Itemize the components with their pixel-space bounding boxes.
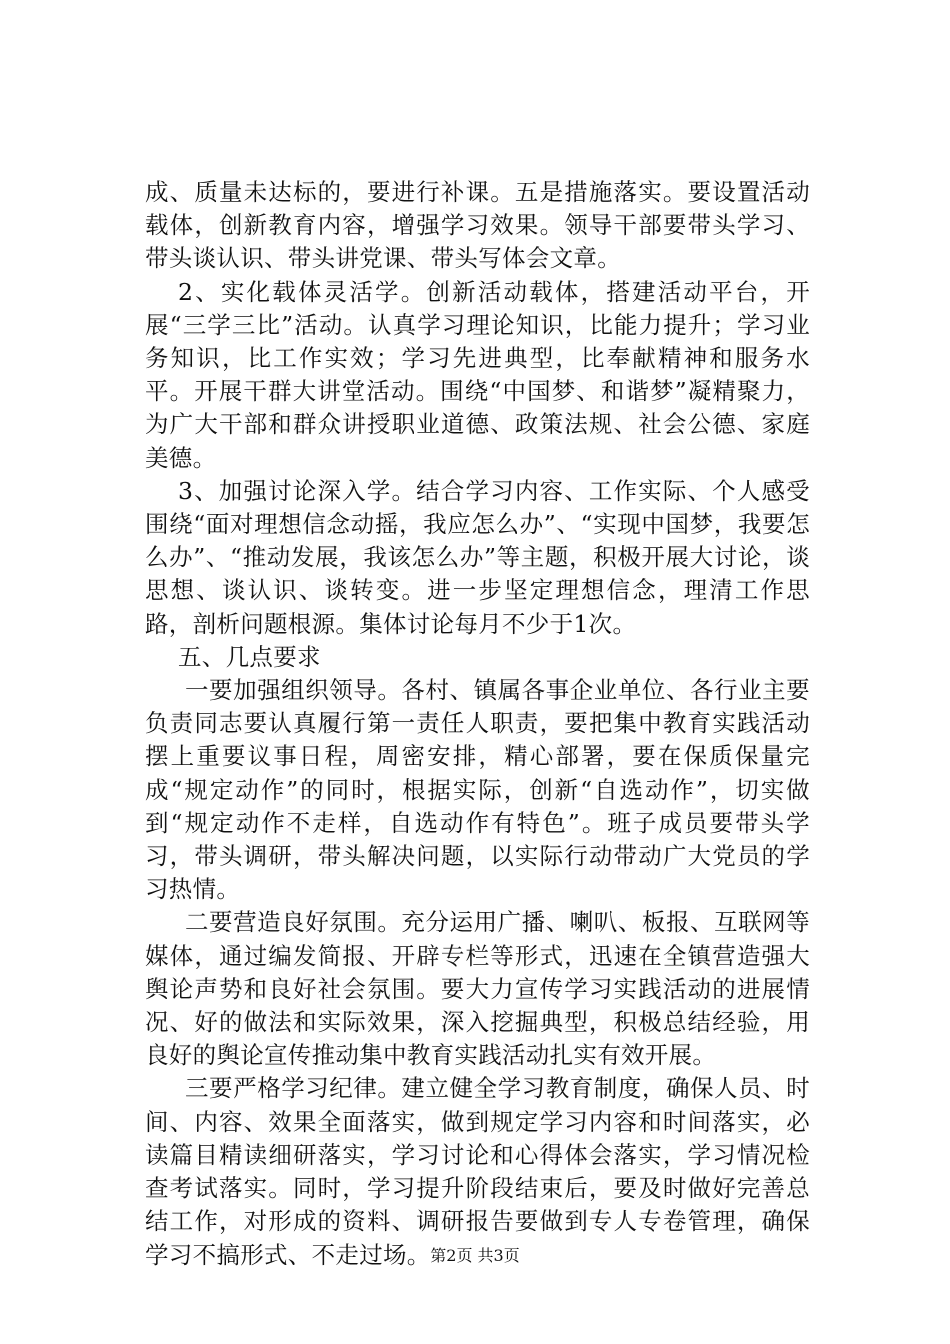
document-body — [145, 176, 810, 1272]
paragraph-requirement-2: 二要营造良好氛围。充分运用广播、喇叭、板报、互联网等媒体，通过编发简报、开辟专栏等形式，迅速在全镇营造强大舆论声势和良好社会氛围。要大力宣传学习实践活动的进展情况、好的做法和实际效果，深入挖掘典型，积极总结经验，用良好的舆论宣传推动集中教育实践活动扎实有效开展。 — [145, 908, 810, 1070]
paragraph-requirement-3: 三要严格学习纪律。建立健全学习教育制度，确保人员、时间、内容、效果全面落实，做到规定学习内容和时间落实，必读篇目精读细研落实，学习讨论和心得体会落实，学习情况检查考试落实。同时，学习提升阶段结束后，要及时做好完善总结工作，对形成的资料、调研报告要做到专人专卷管理，确保学习不搞形式、不走过场。 — [145, 1074, 810, 1269]
paragraph-item-2: 2、实化载体灵活学。创新活动载体，搭建活动平台，开展“三学三比”活动。认真学习理论知识，比能力提升；学习业务知识，比工作实效；学习先进典型，比奉献精神和服务水平。开展干群大讲堂活动。围绕“中国梦、和谐梦”凝精聚力，为广大干部和群众讲授职业道德、政策法规、社会公德、家庭美德。 — [145, 277, 810, 472]
page-footer: 第2页 共3页 — [430, 1246, 520, 1265]
paragraph-item-3: 3、加强讨论深入学。结合学习内容、工作实际、个人感受围绕“面对理想信念动摇，我应怎么办”、“实现中国梦，我要怎么办”、“推动发展，我该怎么办”等主题，积极开展大讨论，谈思想、谈认识、谈转变。进一步坚定理想信念，理清工作思路，剖析问题根源。集体讨论每月不少于1次。 — [145, 476, 810, 638]
paragraph-requirement-1: 一要加强组织领导。各村、镇属各事企业单位、各行业主要负责同志要认真履行第一责任人职责，要把集中教育实践活动摆上重要议事日程，周密安排，精心部署，要在保质保量完成“规定动作”的同时，根据实际，创新“自选动作”，切实做到“规定动作不走样，自选动作有特色”。班子成员要带头学习，带头调研，带头解决问题，以实际行动带动广大党员的学习热情。 — [145, 676, 810, 904]
section-heading-requirements: 五、几点要求 — [178, 642, 321, 671]
paragraph-continuation: 成、质量未达标的，要进行补课。五是措施落实。要设置活动载体，创新教育内容，增强学习效果。领导干部要带头学习、带头谈认识、带头讲党课、带头写体会文章。 — [145, 178, 810, 273]
